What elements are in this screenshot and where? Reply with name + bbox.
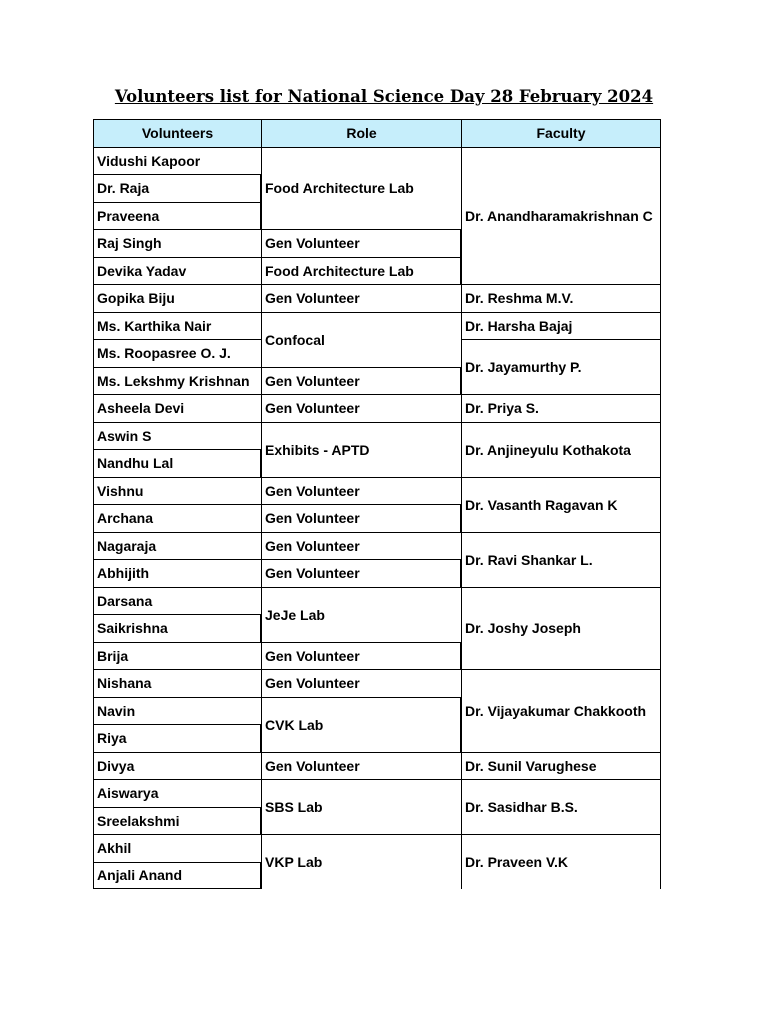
faculty-name: Dr. Anandharamakrishnan C	[461, 147, 661, 285]
faculty-name: Dr. Harsha Bajaj	[461, 312, 661, 340]
table-row	[93, 312, 661, 340]
table-header-row	[93, 119, 661, 147]
volunteer-name: Saikrishna	[93, 614, 261, 642]
volunteer-name: Devika Yadav	[93, 257, 261, 285]
table-row	[93, 284, 661, 312]
faculty-name: Dr. Reshma M.V.	[461, 284, 661, 312]
volunteer-role: CVK Lab	[261, 697, 461, 752]
faculty-name: Dr. Anjineyulu Kothakota	[461, 422, 661, 477]
volunteer-name: Ms. Karthika Nair	[93, 312, 261, 340]
header-role: Role	[261, 119, 461, 147]
volunteer-name: Vishnu	[93, 477, 261, 505]
volunteer-name: Riya	[93, 724, 261, 752]
volunteer-name: Nagaraja	[93, 532, 261, 560]
faculty-name: Dr. Jayamurthy P.	[461, 339, 661, 394]
volunteer-name: Dr. Raja	[93, 174, 261, 202]
volunteer-name: Aswin S	[93, 422, 261, 450]
volunteer-role: Gen Volunteer	[261, 394, 461, 422]
volunteer-role: VKP Lab	[261, 834, 461, 889]
volunteer-name: Aiswarya	[93, 779, 261, 807]
volunteer-name: Brija	[93, 642, 261, 670]
volunteer-name: Darsana	[93, 587, 261, 615]
volunteer-name: Vidushi Kapoor	[93, 147, 261, 175]
volunteer-name: Gopika Biju	[93, 284, 261, 312]
volunteer-role: Gen Volunteer	[261, 367, 461, 395]
table-row	[93, 394, 661, 422]
volunteer-role: Gen Volunteer	[261, 669, 461, 697]
volunteer-name: Divya	[93, 752, 261, 780]
volunteer-role: Confocal	[261, 312, 461, 367]
faculty-name: Dr. Ravi Shankar L.	[461, 532, 661, 587]
volunteer-role: SBS Lab	[261, 779, 461, 834]
volunteer-name: Ms. Lekshmy Krishnan	[93, 367, 261, 395]
volunteer-name: Nandhu Lal	[93, 449, 261, 477]
volunteers-table	[93, 119, 661, 889]
volunteer-name: Anjali Anand	[93, 862, 261, 890]
volunteer-role: Exhibits - APTD	[261, 422, 461, 477]
volunteer-role: Gen Volunteer	[261, 559, 461, 587]
volunteer-role: Food Architecture Lab	[261, 147, 461, 230]
faculty-name: Dr. Vijayakumar Chakkooth	[461, 669, 661, 752]
volunteer-name: Akhil	[93, 834, 261, 862]
table-row	[93, 669, 661, 697]
table-row	[93, 587, 661, 615]
volunteer-role: Gen Volunteer	[261, 642, 461, 670]
volunteer-name: Asheela Devi	[93, 394, 261, 422]
volunteer-name: Archana	[93, 504, 261, 532]
faculty-name: Dr. Sunil Varughese	[461, 752, 661, 780]
volunteer-role: Food Architecture Lab	[261, 257, 461, 285]
volunteer-name: Nishana	[93, 669, 261, 697]
volunteer-name: Praveena	[93, 202, 261, 230]
volunteer-role: Gen Volunteer	[261, 284, 461, 312]
volunteer-role: JeJe Lab	[261, 587, 461, 642]
volunteer-role: Gen Volunteer	[261, 752, 461, 780]
volunteer-name: Ms. Roopasree O. J.	[93, 339, 261, 367]
header-faculty: Faculty	[461, 119, 661, 147]
table-body	[93, 147, 661, 890]
volunteer-name: Abhijith	[93, 559, 261, 587]
volunteer-name: Sreelakshmi	[93, 807, 261, 835]
volunteer-role: Gen Volunteer	[261, 229, 461, 257]
table-row	[93, 477, 661, 505]
faculty-name: Dr. Praveen V.K	[461, 834, 661, 889]
table-row	[93, 422, 661, 450]
volunteer-name: Navin	[93, 697, 261, 725]
table-row	[93, 147, 661, 175]
table-row	[93, 779, 661, 807]
faculty-name: Dr. Vasanth Ragavan K	[461, 477, 661, 532]
header-volunteers: Volunteers	[93, 119, 261, 147]
volunteer-role: Gen Volunteer	[261, 504, 461, 532]
volunteer-name: Raj Singh	[93, 229, 261, 257]
faculty-name: Dr. Priya S.	[461, 394, 661, 422]
table-row	[93, 532, 661, 560]
volunteer-role: Gen Volunteer	[261, 477, 461, 505]
document-title: Volunteers list for National Science Day 28 February 2024	[114, 87, 654, 106]
table-row	[93, 834, 661, 862]
table-row	[93, 752, 661, 780]
volunteer-role: Gen Volunteer	[261, 532, 461, 560]
faculty-name: Dr. Sasidhar B.S.	[461, 779, 661, 834]
faculty-name: Dr. Joshy Joseph	[461, 587, 661, 670]
